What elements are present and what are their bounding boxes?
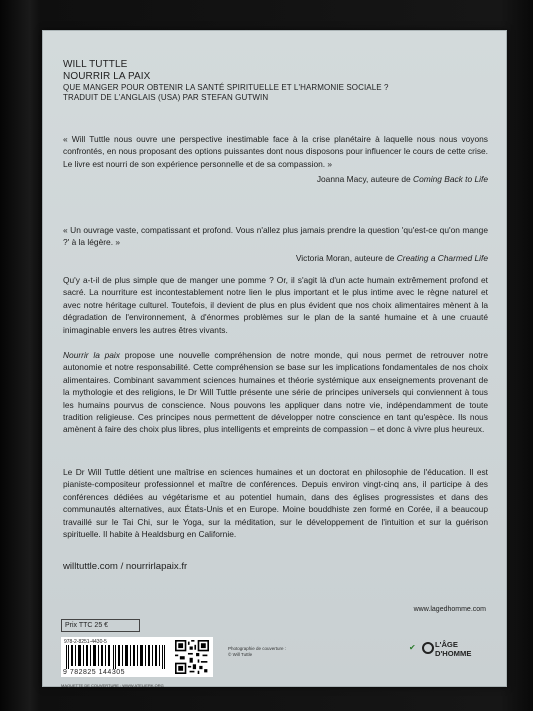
book-subtitle: QUE MANGER POUR OBTENIR LA SANTÉ SPIRITUELLE ET L'HARMONIE SOCIALE ? [63,83,389,92]
quote-macy [63,133,488,185]
publisher-website: www.lagedhomme.com [413,606,486,613]
body-paragraph-intro: Qu'y a-t-il de plus simple que de manger une pomme ? Or, il s'agit là d'un acte humain extrêmement profond et sacré. La nourriture est incontestablement notre lien le plus important et le plus intime avec le règne naturel et avec notre héritage culturel. Toutefois, il devient de plus en plus évident que nos choix alimentaires mènent à la dégradation de l'environnement, à d'énormes problèmes sur le plan de la santé humaine et à une cruauté inimaginable envers les autres êtres vivants. [63,275,488,335]
cover-design-credit: MAQUETTE DE COUVERTURE : WWW.ATELIERK.ORG [61,683,164,688]
author-website: willtuttle.com / nourrirlapaix.fr [63,561,188,572]
quote-attribution: Joanna Macy, auteure de Coming Back to Life [316,174,488,185]
publisher-logo-icon [422,642,434,654]
quote-text: « Un ouvrage vaste, compatissant et profond. Vous n'allez plus jamais prendre la question 'qu'est-ce qu'on mange ?' à la légère. » [63,225,488,248]
price-label: Prix TTC 25 € [61,619,140,632]
body-paragraph-book: Nourrir la paix propose une nouvelle compréhension de notre monde, qui nous permet de retrouver notre autonomie et notre responsabilité. Cette compréhension se base sur les implications fondamentales de nos choix alimentaires. Combinant savamment sciences humaines et théorie systémique aux enseignements provenant de la mythologie et des religions, le Dr Will Tuttle présente une série de principes universels qui conviennent à tous les humains pourvus de conscience. Nous pouvons les appliquer dans notre vie, indépendamment de toute tradition religieuse. Ces principes nous permettent de développer notre conscience en tant qu'espèce. Ils nous amènent à faire des choix plus libres, plus intelligents et empreints de compassion – et donc à vivre plus heureux. [63,350,488,435]
barcode-icon [64,645,168,669]
translation-credit: TRADUIT DE L'ANGLAIS (USA) PAR STEFAN GUTWIN [63,93,269,102]
qr-code-icon [175,640,209,674]
quote-attribution: Victoria Moran, auteure de Creating a Charmed Life [295,252,488,263]
quote-text: « Will Tuttle nous ouvre une perspective inestimable face à la crise planétaire à laquelle nous nous voyons confrontés, en nous proposant des options puissantes dont nous disposons pour influencer le cours de cette crise. Le livre est nourri de son expérience personnelle et de sa compassion. » [63,134,488,169]
book-title: NOURRIR LA PAIX [63,71,151,82]
publisher-name: L'ÂGE D'HOMME [435,640,472,658]
vegan-label-icon: ✔ [409,643,416,652]
quote-moran [63,224,488,264]
barcode-block [61,637,213,677]
body-paragraph-author: Le Dr Will Tuttle détient une maîtrise en sciences humaines et un doctorat en philosophie de l'éducation. Il est pianiste-compositeur professionnel et maître de conférences. Depuis environ vingt-cinq ans, il participe à des conférences dédiées au végétarisme et au potentiel humain, dans des églises progressistes et dans des communautés alternatives, aux États-Unis et en Europe. Moine bouddhiste zen formé en Corée, il a beaucoup travaillé sur le Tai Chi, sur le Yoga, sur la méditation, sur le développement de l'intuition et sur la guérison spirituelle. Il habite à Healdsburg en Californie. [63,467,488,540]
cover-header [63,59,483,103]
barcode-digits: 9 782825 144305 [63,669,125,676]
author-name: WILL TUTTLE [63,59,128,70]
isbn-number: 978-2-8251-4430-5 [64,639,107,645]
photo-credit: Photographie de couverture : © Will Tuttle [228,646,287,657]
book-back-cover [42,30,507,687]
